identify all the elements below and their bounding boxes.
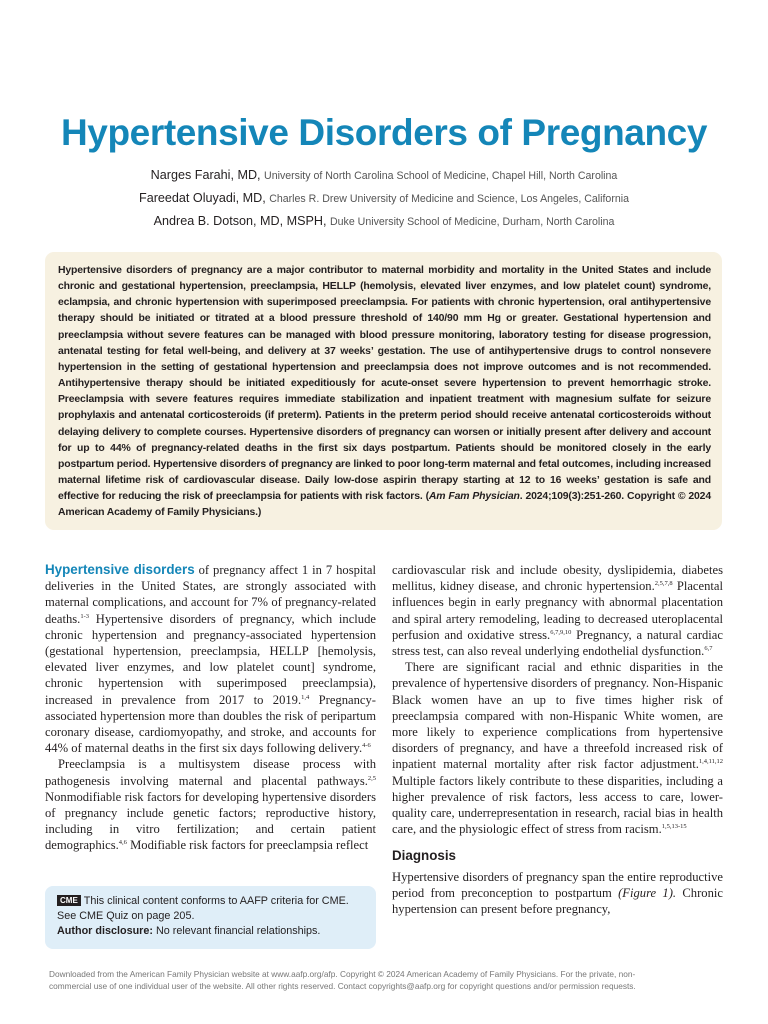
author-affiliation: University of North Carolina School of Medicine, Chapel Hill, North Carolina [264, 170, 618, 182]
disclosure-label: Author disclosure: [57, 925, 153, 937]
reference-superscript: 1,5,13-15 [661, 823, 687, 831]
body-paragraph: There are significant racial and ethnic disparities in the prevalence of hypertensive disorders of pregnancy. Non-Hispanic Black women have an up to five times higher risk of preeclampsia compared with non-Hispanic White women, are more likely to experience complications from hypertensive disorders of pregnancy, and have a threefold increased risk of inpatient maternal mortality after risk factor adjustment.$^{1,4,11,12}$ Multiple factors likely contribute to these disparities, including a higher prevalence of risk factors, less access to care, lower-quality care, underrepresentation in research, racial bias in health care, and the physiologic effect of stress from racism.$^{1,5,13-15}$ [392, 660, 723, 837]
reference-superscript: 4,6 [118, 839, 127, 847]
reference-superscript: 1,4 [301, 693, 310, 701]
reference-superscript: 2,5,7,8 [654, 580, 673, 588]
reference-superscript: 4-6 [362, 742, 371, 750]
left-column [45, 562, 376, 854]
journal-name: Am Fam Physician [428, 491, 520, 503]
cme-badge: CME [57, 895, 81, 906]
abstract-box [45, 252, 722, 530]
reference-superscript: 6,7,9,10 [550, 628, 572, 636]
author-list [0, 164, 768, 233]
author-affiliation: Duke University School of Medicine, Durham, North Carolina [330, 216, 615, 228]
reference-superscript: 1,4,11,12 [698, 758, 723, 766]
author-name: Fareedat Oluyadi, MD, [139, 191, 266, 205]
disclosure-text: No relevant financial relationships. [152, 925, 321, 937]
author-affiliation: Charles R. Drew University of Medicine and Science, Los Angeles, California [269, 193, 629, 205]
reference-superscript: 2,5 [367, 774, 376, 782]
author-name: Andrea B. Dotson, MD, MSPH, [153, 214, 327, 228]
right-column [392, 562, 723, 917]
author-line [0, 187, 768, 210]
body-paragraph: cardiovascular risk and include obesity, dyslipidemia, diabetes mellitus, kidney disease, and chronic hypertension.$^{2,5,7,8}$ Placental influences begin in early pregnancy with abnormal placentation and spiral artery remodeling, leading to decreased uteroplacental perfusion and oxidative stress.$^{6,7,9,10}$ Pregnancy, a natural cardiac stress test, can also reveal underlying endothelial dysfunction.$^{6,7}$ [392, 563, 723, 659]
body-paragraph: Preeclampsia is a multisystem disease process with pathogenesis involving maternal and placental pathways.$^{2,5}$ Nonmodifiable risk factors for developing hypertensive disorders of pregnancy include genetic factors; reproductive history, including in vitro fertilization; and certain patient demographics.$^{4,6}$ Modifiable risk factors for preeclampsia reflect [45, 757, 376, 853]
section-heading-diagnosis: Diagnosis [392, 848, 456, 864]
author-name: Narges Farahi, MD, [150, 168, 261, 182]
author-line [0, 210, 768, 233]
author-line [0, 164, 768, 187]
article-title: Hypertensive Disorders of Pregnancy [60, 112, 708, 153]
cme-info-box [45, 886, 376, 949]
lead-in-text: Hypertensive disorders [45, 562, 195, 577]
abstract-text: Hypertensive disorders of pregnancy are a major contributor to maternal morbidity and mortality in the United States and include chronic and gestational hypertension, preeclampsia, HELLP (hemolysis, elevated liver enzymes, and low platelet count) syndrome, eclampsia, and chronic hypertension with superimposed preeclampsia. For patients with chronic hypertension, oral antihypertensive therapy should be initiated or titrated at a blood pressure threshold of 140/90 mm Hg or greater. Gestational hypertension and preeclampsia without severe features can be managed with blood pressure monitoring, laboratory testing for disease progression, antenatal testing for fetal well-being, and delivery at 37 weeks’ gestation. The use of antihypertensive drugs to control nonsevere hypertension in the setting of gestational hypertension and preeclampsia does not improve outcomes and is not recommended. Antihypertensive therapy should be initiated expeditiously for acute-onset severe hypertension to prevent hemorrhagic stroke. Preeclampsia with severe features requires immediate stabilization and inpatient treatment with magnesium sulfate for seizure prophylaxis and antenatal corticosteroids (if preterm). Patients in the preterm period should receive antenatal corticosteroids without delaying delivery to complete courses. Hypertensive disorders of pregnancy can worsen or initially present after delivery and account for up to 44% of pregnancy-related deaths in the first six days postpartum. Patients should be monitored closely in the early postpartum period. Hypertensive disorders of pregnancy are linked to poor long-term maternal and fetal outcomes, including increased maternal lifetime risk of cardiovascular disease. Daily low-dose aspirin therapy starting at 12 to 16 weeks’ gestation is safe and effective for reducing the risk of preeclampsia for patients with risk factors. (Am Fam Physician. 2024;109(3):251-260. Copyright © 2024 American Academy of Family Physicians.) [58, 265, 711, 519]
footer-copyright: Downloaded from the American Family Physician website at www.aafp.org/afp. Copyright © 2024 American Academy of Family Physicians. For the private, non- commercial use of one individual user of the website. All other rights reserved. Contact copyrights@aafp.org for copyright questions and/or permission requests. [49, 969, 636, 991]
body-paragraph: Hypertensive disorders of pregnancy affect 1 in 7 hospital deliveries in the United States, are strongly associated with maternal complications, and account for 7% of pregnancy-related deaths.$^{1-3}$ Hypertensive disorders of pregnancy, which include chronic hypertension and pregnancy-associated hypertension (gestational hypertension, preeclampsia, HELLP [hemolysis, elevated liver enzymes, and low platelet count] syndrome, chronic hypertension with superimposed preeclampsia), increased in prevalence from 2017 to 2019.$^{1,4}$ Pregnancy-associated hypertension more than doubles the risk of peripartum coronary disease, cardiomyopathy, and stroke, and accounts for 44% of maternal deaths in the first six days following delivery.$^{4-6}$ [45, 562, 376, 756]
figure-reference[interactable]: (Figure 1). [618, 885, 677, 900]
body-paragraph: Hypertensive disorders of pregnancy span the entire reproductive period from preconception to postpartum (Figure 1). Chronic hypertension can present before pregnancy, [392, 869, 723, 917]
abstract-citation: . 2024;109(3):251-260. Copyright © 2024 American Academy of Family Physicians.) [58, 491, 711, 519]
reference-superscript: 1-3 [80, 612, 89, 620]
cme-text: This clinical content conforms to AAFP criteria for CME. See CME Quiz on page 205. [57, 895, 349, 922]
reference-superscript: 6,7 [704, 645, 713, 653]
